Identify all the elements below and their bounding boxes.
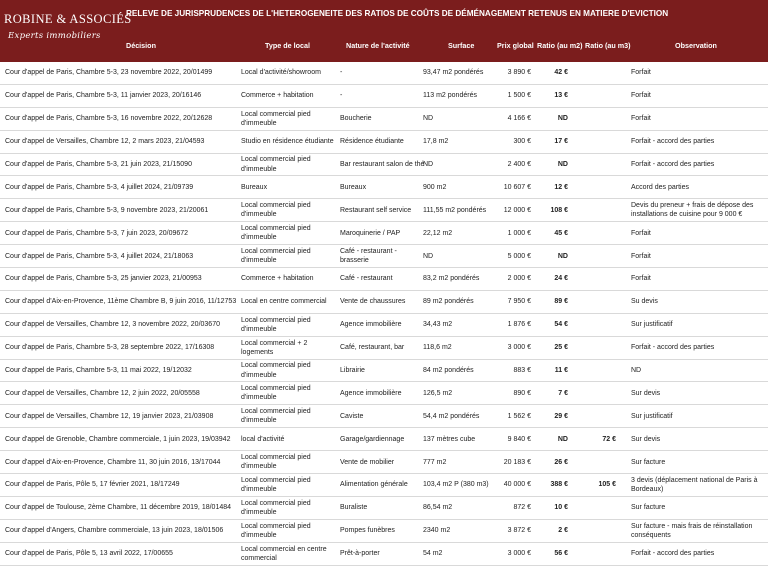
col-header-activite: Nature de l'activité bbox=[346, 41, 410, 50]
cell-observation: Su devis bbox=[631, 298, 658, 306]
cell-type: Bureaux bbox=[241, 183, 268, 191]
cell-ratio-m3 bbox=[575, 222, 616, 244]
cell-ratio-m3 bbox=[575, 199, 616, 221]
cell-ratio-m2: ND bbox=[557, 435, 568, 443]
cell-observation: Forfait bbox=[631, 69, 651, 77]
cell-decision: Cour d'appel de Paris, Pôle 5, 17 février 2021, 18/17249 bbox=[5, 481, 180, 489]
cell-ratio-m2: 45 € bbox=[554, 229, 568, 237]
table-row bbox=[0, 108, 768, 131]
cell-decision: Cour d'appel de Versailles, Chambre 12, 2 juin 2022, 20/05558 bbox=[5, 389, 200, 397]
cell-type: Local commercial pied d'immeuble bbox=[241, 385, 311, 402]
cell-decision: Cour d'appel de Versailles, Chambre 12, 19 janvier 2023, 21/03908 bbox=[5, 412, 214, 420]
cell-observation: Forfait bbox=[631, 229, 651, 237]
cell-decision: Cour d'appel de Paris, Chambre 5-3, 25 janvier 2023, 21/00953 bbox=[5, 275, 202, 283]
table-row bbox=[0, 131, 768, 154]
cell-surface: ND bbox=[423, 252, 434, 260]
cell-surface: 777 m2 bbox=[423, 458, 447, 466]
cell-ratio-m2: 42 € bbox=[554, 69, 568, 77]
logo-tagline: Experts immobiliers bbox=[8, 31, 101, 41]
cell-ratio-m3: 105 € bbox=[598, 481, 616, 489]
table-row bbox=[0, 360, 768, 383]
cell-prix: 20 183 € bbox=[503, 458, 531, 466]
cell-activite: - bbox=[340, 92, 343, 100]
table-row bbox=[0, 520, 768, 543]
table-row bbox=[0, 337, 768, 360]
cell-activite: Librairie bbox=[340, 366, 365, 374]
cell-observation: Forfait - accord des parties bbox=[631, 138, 715, 146]
cell-prix: 1 562 € bbox=[507, 412, 531, 420]
cell-ratio-m2: 108 € bbox=[550, 206, 568, 214]
cell-prix: 40 000 € bbox=[503, 481, 531, 489]
cell-prix: 12 000 € bbox=[503, 206, 531, 214]
cell-prix: 1 000 € bbox=[507, 229, 531, 237]
document-title: RELEVE DE JURISPRUDENCES DE L'HETEROGENEITE DES RATIOS DE COÛTS DE DÉMÉNAGEMENT RETENUS EN MATIERE D'EVICTION bbox=[126, 9, 669, 18]
cell-type: Local commercial pied d'immeuble bbox=[241, 499, 311, 516]
cell-ratio-m2: 17 € bbox=[554, 138, 568, 146]
cell-surface: ND bbox=[423, 160, 434, 168]
cell-observation: Devis du preneur + frais de dépose des installations de cuisine pour 9 000 € bbox=[631, 202, 754, 219]
cell-activite: Bureaux bbox=[340, 183, 367, 191]
cell-ratio-m3: 72 € bbox=[602, 435, 616, 443]
cell-type: Local commercial pied d'immeuble bbox=[241, 453, 311, 471]
table-row bbox=[0, 382, 768, 405]
cell-ratio-m2: 24 € bbox=[554, 275, 568, 283]
cell-type: local d'activité bbox=[241, 435, 285, 443]
cell-prix: 1 500 € bbox=[507, 92, 531, 100]
cell-ratio-m2: 26 € bbox=[554, 458, 568, 466]
cell-type: Local commercial pied d'immeuble bbox=[241, 247, 311, 265]
cell-prix: 300 € bbox=[513, 138, 531, 146]
cell-activite: Boucherie bbox=[340, 115, 372, 123]
cell-prix: 872 € bbox=[513, 504, 531, 512]
cell-prix: 3 000 € bbox=[507, 550, 531, 558]
cell-observation: Sur devis bbox=[631, 435, 661, 443]
cell-ratio-m2: 29 € bbox=[554, 412, 568, 420]
cell-activite: - bbox=[340, 69, 343, 77]
cell-ratio-m3 bbox=[575, 131, 616, 153]
cell-activite: Prêt-à-porter bbox=[340, 550, 380, 558]
cell-ratio-m2: 10 € bbox=[554, 504, 568, 512]
col-header-surface: Surface bbox=[448, 41, 475, 50]
cell-surface: 86,54 m2 bbox=[423, 504, 453, 512]
cell-ratio-m3 bbox=[575, 245, 616, 267]
table-row bbox=[0, 268, 768, 291]
cell-observation: Forfait bbox=[631, 115, 651, 123]
cell-type: Local commercial pied d'immeuble bbox=[241, 476, 311, 493]
cell-activite: Maroquinerie / PAP bbox=[340, 229, 401, 237]
cell-ratio-m2: 54 € bbox=[554, 321, 568, 329]
col-header-type: Type de local bbox=[265, 41, 311, 50]
cell-decision: Cour d'appel de Paris, Chambre 5-3, 16 novembre 2022, 20/12628 bbox=[5, 115, 213, 123]
table-row bbox=[0, 245, 768, 268]
cell-ratio-m2: 2 € bbox=[558, 527, 568, 535]
cell-surface: 89 m2 pondérés bbox=[423, 298, 474, 306]
cell-ratio-m3 bbox=[575, 291, 616, 313]
table-row bbox=[0, 543, 768, 566]
cell-decision: Cour d'appel de Paris, Chambre 5-3, 28 septembre 2022, 17/16308 bbox=[5, 344, 215, 352]
cell-type: Commerce + habitation bbox=[241, 275, 314, 283]
cell-ratio-m2: 89 € bbox=[554, 298, 568, 306]
cell-activite: Agence immobilière bbox=[340, 321, 402, 329]
cell-surface: 900 m2 bbox=[423, 183, 447, 191]
cell-ratio-m3 bbox=[575, 405, 616, 427]
cell-prix: 890 € bbox=[513, 389, 531, 397]
cell-ratio-m2: 56 € bbox=[554, 550, 568, 558]
cell-type: Local commercial + 2 logements bbox=[241, 339, 308, 356]
cell-surface: ND bbox=[423, 115, 434, 123]
table-row bbox=[0, 291, 768, 314]
cell-activite: Café, restaurant, bar bbox=[340, 344, 405, 352]
cell-observation: Forfait - accord des parties bbox=[631, 550, 715, 558]
cell-prix: 3 000 € bbox=[507, 344, 531, 352]
cell-surface: 22,12 m2 bbox=[423, 229, 453, 237]
cell-prix: 5 000 € bbox=[507, 252, 531, 260]
cell-activite: Buraliste bbox=[340, 504, 368, 512]
cell-ratio-m3 bbox=[575, 85, 616, 107]
cell-decision: Cour d'appel de Paris, Chambre 5-3, 21 juin 2023, 21/15090 bbox=[5, 160, 192, 168]
cell-decision: Cour d'appel de Toulouse, 2ème Chambre, 11 décembre 2019, 18/01484 bbox=[5, 504, 232, 512]
cell-prix: 10 607 € bbox=[503, 183, 531, 191]
cell-decision: Cour d'appel de Grenoble, Chambre commerciale, 1 juin 2023, 19/03942 bbox=[5, 435, 231, 443]
cell-ratio-m3 bbox=[575, 382, 616, 404]
cell-type: Local commercial en centre commercial bbox=[241, 545, 327, 562]
cell-ratio-m2: 13 € bbox=[554, 92, 568, 100]
cell-ratio-m3 bbox=[575, 543, 616, 565]
table-row bbox=[0, 428, 768, 451]
cell-ratio-m3 bbox=[575, 154, 616, 176]
cell-activite: Restaurant self service bbox=[340, 206, 412, 214]
cell-observation: ND bbox=[631, 366, 642, 374]
cell-prix: 3 890 € bbox=[507, 69, 531, 77]
cell-type: Local commercial pied d'immeuble bbox=[241, 110, 311, 127]
table-row bbox=[0, 154, 768, 177]
cell-surface: 111,55 m2 pondérés bbox=[423, 206, 487, 214]
cell-ratio-m2: ND bbox=[557, 115, 568, 123]
cell-type: Commerce + habitation bbox=[241, 92, 314, 100]
cell-ratio-m3 bbox=[575, 497, 616, 519]
table-row bbox=[0, 199, 768, 222]
cell-type: Studio en résidence étudiante bbox=[241, 138, 334, 146]
table-row bbox=[0, 497, 768, 520]
cell-activite: Café - restaurant - brasserie bbox=[340, 247, 397, 265]
cell-prix: 3 872 € bbox=[507, 527, 531, 535]
cell-observation: Forfait - accord des parties bbox=[631, 344, 715, 352]
cell-activite: Vente de mobilier bbox=[340, 458, 395, 466]
cell-surface: 103,4 m2 P (380 m3) bbox=[423, 481, 489, 489]
cell-decision: Cour d'appel de Versailles, Chambre 12, 2 mars 2023, 21/04593 bbox=[5, 138, 205, 146]
table-row bbox=[0, 451, 768, 474]
cell-activite: Garage/gardiennage bbox=[340, 435, 405, 443]
cell-type: Local d'activité/showroom bbox=[241, 69, 321, 77]
cell-surface: 118,6 m2 bbox=[423, 344, 452, 352]
logo-name: ROBINE & ASSOCIÉS bbox=[4, 12, 132, 26]
cell-prix: 4 166 € bbox=[507, 115, 531, 123]
cell-surface: 113 m2 pondérés bbox=[423, 92, 477, 100]
table-header-band bbox=[0, 0, 768, 62]
table-row bbox=[0, 62, 768, 85]
cell-observation: Forfait - accord des parties bbox=[631, 160, 715, 168]
cell-decision: Cour d'appel de Paris, Pôle 5, 13 avril 2022, 17/00655 bbox=[5, 550, 173, 558]
cell-prix: 2 400 € bbox=[507, 160, 531, 168]
cell-ratio-m3 bbox=[575, 62, 616, 84]
cell-ratio-m3 bbox=[575, 360, 616, 382]
cell-surface: 93,47 m2 pondérés bbox=[423, 69, 484, 77]
cell-observation: Sur justificatif bbox=[631, 412, 673, 420]
cell-observation: Accord des parties bbox=[631, 183, 689, 191]
cell-surface: 2340 m2 bbox=[423, 527, 451, 535]
cell-decision: Cour d'appel de Paris, Chambre 5-3, 11 janvier 2023, 20/16146 bbox=[5, 92, 202, 100]
cell-ratio-m2: 11 € bbox=[554, 366, 568, 374]
cell-ratio-m3 bbox=[575, 314, 616, 336]
cell-prix: 883 € bbox=[513, 366, 531, 374]
cell-activite: Caviste bbox=[340, 412, 364, 420]
cell-observation: Forfait bbox=[631, 92, 651, 100]
cell-ratio-m2: 388 € bbox=[550, 481, 568, 489]
cell-observation: Sur facture - mais frais de réinstallation conséquents bbox=[631, 522, 753, 539]
cell-type: Local commercial pied d'immeuble bbox=[241, 202, 311, 219]
cell-type: Local commercial pied d'immeuble bbox=[241, 156, 311, 173]
cell-type: Local en centre commercial bbox=[241, 298, 327, 306]
cell-type: Local commercial pied d'immeuble bbox=[241, 408, 311, 425]
cell-observation: Sur facture bbox=[631, 504, 666, 512]
cell-ratio-m3 bbox=[575, 176, 616, 198]
cell-decision: Cour d'appel d'Angers, Chambre commerciale, 13 juin 2023, 18/01506 bbox=[5, 527, 224, 535]
cell-ratio-m3 bbox=[575, 108, 616, 130]
cell-prix: 7 950 € bbox=[507, 298, 531, 306]
cell-surface: 34,43 m2 bbox=[423, 321, 453, 329]
cell-surface: 126,5 m2 bbox=[423, 389, 453, 397]
col-header-decision: Décision bbox=[126, 41, 156, 50]
cell-decision: Cour d'appel de Paris, Chambre 5-3, 23 novembre 2022, 20/01499 bbox=[5, 69, 213, 77]
cell-ratio-m2: ND bbox=[557, 160, 568, 168]
col-header-ratio-m2: Ratio (au m2) bbox=[537, 41, 583, 50]
cell-ratio-m3 bbox=[575, 268, 616, 290]
cell-ratio-m3 bbox=[575, 337, 616, 359]
cell-type: Local commercial pied d'immeuble bbox=[241, 316, 311, 333]
cell-decision: Cour d'appel d'Aix-en-Provence, Chambre 11, 30 juin 2016, 13/17044 bbox=[5, 458, 221, 466]
col-header-ratio-m3: Ratio (au m3) bbox=[585, 41, 631, 50]
cell-surface: 17,8 m2 bbox=[423, 138, 449, 146]
cell-ratio-m2: 12 € bbox=[554, 183, 568, 191]
cell-type: Local commercial pied d'immeuble bbox=[241, 362, 311, 379]
cell-type: Local commercial pied d'immeuble bbox=[241, 225, 311, 242]
cell-surface: 84 m2 pondérés bbox=[423, 366, 474, 374]
cell-observation: Sur justificatif bbox=[631, 321, 673, 329]
cell-decision: Cour d'appel d'Aix-en-Provence, 11ème Chambre B, 9 juin 2016, 11/12753 bbox=[5, 298, 237, 306]
cell-observation: Sur devis bbox=[631, 389, 661, 397]
cell-prix: 9 840 € bbox=[507, 435, 531, 443]
cell-surface: 83,2 m2 pondérés bbox=[423, 275, 480, 283]
cell-ratio-m2: 7 € bbox=[558, 389, 568, 397]
cell-ratio-m3 bbox=[575, 451, 616, 473]
table-row bbox=[0, 176, 768, 199]
cell-ratio-m2: 25 € bbox=[554, 344, 568, 352]
cell-ratio-m3 bbox=[575, 520, 616, 542]
table-row bbox=[0, 314, 768, 337]
table-row bbox=[0, 405, 768, 428]
cell-observation: Forfait bbox=[631, 252, 651, 260]
cell-activite: Agence immobilière bbox=[340, 389, 402, 397]
cell-decision: Cour d'appel de Paris, Chambre 5-3, 4 juillet 2024, 21/09739 bbox=[5, 183, 194, 191]
col-header-prix: Prix global bbox=[497, 41, 534, 50]
cell-activite: Vente de chaussures bbox=[340, 298, 406, 306]
cell-activite: Alimentation générale bbox=[340, 481, 408, 489]
table-row bbox=[0, 85, 768, 108]
company-logo bbox=[4, 4, 132, 58]
cell-type: Local commercial pied d'immeuble bbox=[241, 522, 311, 539]
cell-decision: Cour d'appel de Versailles, Chambre 12, 3 novembre 2022, 20/03670 bbox=[5, 321, 220, 329]
col-header-observation: Observation bbox=[675, 41, 717, 50]
cell-ratio-m2: ND bbox=[557, 252, 568, 260]
cell-observation: 3 devis (déplacement national de Paris à Bordeaux) bbox=[631, 476, 758, 493]
cell-decision: Cour d'appel de Paris, Chambre 5-3, 4 juillet 2024, 21/18063 bbox=[5, 252, 194, 260]
cell-activite: Résidence étudiante bbox=[340, 138, 404, 146]
table-row bbox=[0, 474, 768, 497]
cell-decision: Cour d'appel de Paris, Chambre 5-3, 9 novembre 2023, 21/20061 bbox=[5, 206, 209, 214]
cell-surface: 137 mètres cube bbox=[423, 435, 476, 443]
cell-surface: 54 m2 bbox=[423, 550, 443, 558]
table-body bbox=[0, 62, 768, 566]
cell-prix: 1 876 € bbox=[507, 321, 531, 329]
cell-observation: Sur facture bbox=[631, 458, 666, 466]
cell-prix: 2 000 € bbox=[507, 275, 531, 283]
cell-activite: Pompes funèbres bbox=[340, 527, 395, 535]
cell-surface: 54,4 m2 pondérés bbox=[423, 412, 480, 420]
cell-activite: Café - restaurant bbox=[340, 275, 393, 283]
table-row bbox=[0, 222, 768, 245]
cell-activite: Bar restaurant salon de thé bbox=[340, 160, 425, 168]
cell-decision: Cour d'appel de Paris, Chambre 5-3, 11 mai 2022, 19/12032 bbox=[5, 366, 192, 374]
cell-decision: Cour d'appel de Paris, Chambre 5-3, 7 juin 2023, 20/09672 bbox=[5, 229, 189, 237]
cell-observation: Forfait bbox=[631, 275, 651, 283]
